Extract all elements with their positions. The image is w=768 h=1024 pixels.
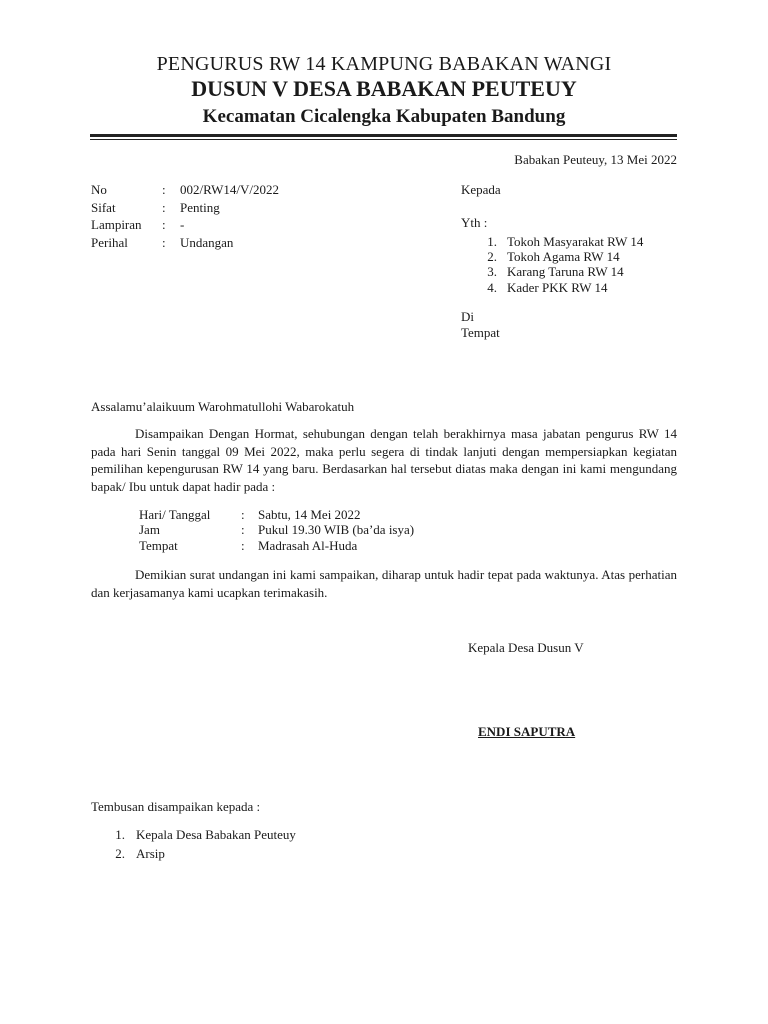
recipient-kepada: Kepada: [461, 182, 501, 197]
detail-label-place: Tempat: [139, 538, 178, 553]
meta-colon: :: [162, 235, 166, 250]
recipient-list-item: Karang Taruna RW 14: [507, 264, 624, 279]
detail-colon: :: [241, 538, 245, 553]
letterhead-line-2: DUSUN V DESA BABAKAN PEUTEUY: [191, 76, 577, 101]
meta-value-sifat: Penting: [180, 200, 220, 215]
letterhead-line-1: PENGURUS RW 14 KAMPUNG BABAKAN WANGI: [156, 53, 612, 75]
recipient-list-item: Kader PKK RW 14: [507, 280, 608, 295]
meta-label-sifat: Sifat: [91, 200, 116, 215]
cc-heading: Tembusan disampaikan kepada :: [91, 799, 261, 814]
body-paragraph-2: [91, 566, 677, 601]
recipient-list-number: 1.: [487, 234, 497, 249]
meta-colon: :: [162, 182, 166, 197]
meta-value-no: 002/RW14/V/2022: [180, 182, 279, 197]
signature-title: Kepala Desa Dusun V: [468, 640, 584, 655]
greeting: Assalamu’alaikuum Warohmatullohi Wabarokatuh: [91, 399, 355, 414]
meta-value-perihal: Undangan: [180, 235, 234, 250]
recipient-yth: Yth :: [461, 215, 488, 230]
body-paragraph-1: [91, 425, 677, 495]
recipient-list-item: Tokoh Agama RW 14: [507, 249, 620, 264]
detail-value-place: Madrasah Al-Huda: [258, 538, 358, 553]
cc-list-item: Kepala Desa Babakan Peuteuy: [136, 827, 296, 842]
detail-label-date: Hari/ Tanggal: [139, 507, 211, 522]
recipient-list-number: 2.: [487, 249, 497, 264]
meta-label-perihal: Perihal: [91, 235, 128, 250]
cc-list-number: 1.: [115, 827, 125, 842]
detail-value-date: Sabtu, 14 Mei 2022: [258, 507, 361, 522]
body-paragraph-1-text: Disampaikan Dengan Hormat, sehubungan dengan telah berakhirnya masa jabatan pengurus RW 14 pada hari Senin tanggal 09 Mei 2022, maka perlu segera di tindak lanjuti dengan mempersiapkan kegiatan pemilihan kepengurusan RW 14 yang baru. Berdasarkan hal tersebut diatas maka dengan ini kami mengundang bapak/ Ibu untuk dapat hadir pada :: [91, 426, 677, 494]
detail-colon: :: [241, 507, 245, 522]
cc-list-item: Arsip: [136, 846, 165, 861]
body-paragraph-2-text: Demikian surat undangan ini kami sampaikan, diharap untuk hadir tepat pada waktunya. Atas perhatian dan kerjasamanya kami ucapkan terimakasih.: [91, 567, 677, 600]
recipient-list-number: 3.: [487, 264, 497, 279]
recipient-list-item: Tokoh Masyarakat RW 14: [507, 234, 644, 249]
meta-label-no: No: [91, 182, 107, 197]
cc-list-number: 2.: [115, 846, 125, 861]
detail-colon: :: [241, 522, 245, 537]
recipient-list-number: 4.: [487, 280, 497, 295]
place-date: Babakan Peuteuy, 13 Mei 2022: [514, 152, 677, 167]
letterhead-line-3: Kecamatan Cicalengka Kabupaten Bandung: [202, 106, 566, 127]
meta-colon: :: [162, 217, 166, 232]
detail-value-time: Pukul 19.30 WIB (ba’da isya): [258, 522, 415, 537]
recipient-tempat: Tempat: [461, 325, 500, 340]
meta-colon: :: [162, 200, 166, 215]
detail-label-time: Jam: [139, 522, 160, 537]
meta-value-lampiran: -: [180, 217, 185, 232]
recipient-di: Di: [461, 309, 474, 324]
letterhead-divider-thick: [90, 134, 677, 137]
meta-label-lampiran: Lampiran: [91, 217, 142, 232]
letterhead-divider-thin: [90, 139, 677, 140]
signature-name: ENDI SAPUTRA: [478, 724, 576, 739]
